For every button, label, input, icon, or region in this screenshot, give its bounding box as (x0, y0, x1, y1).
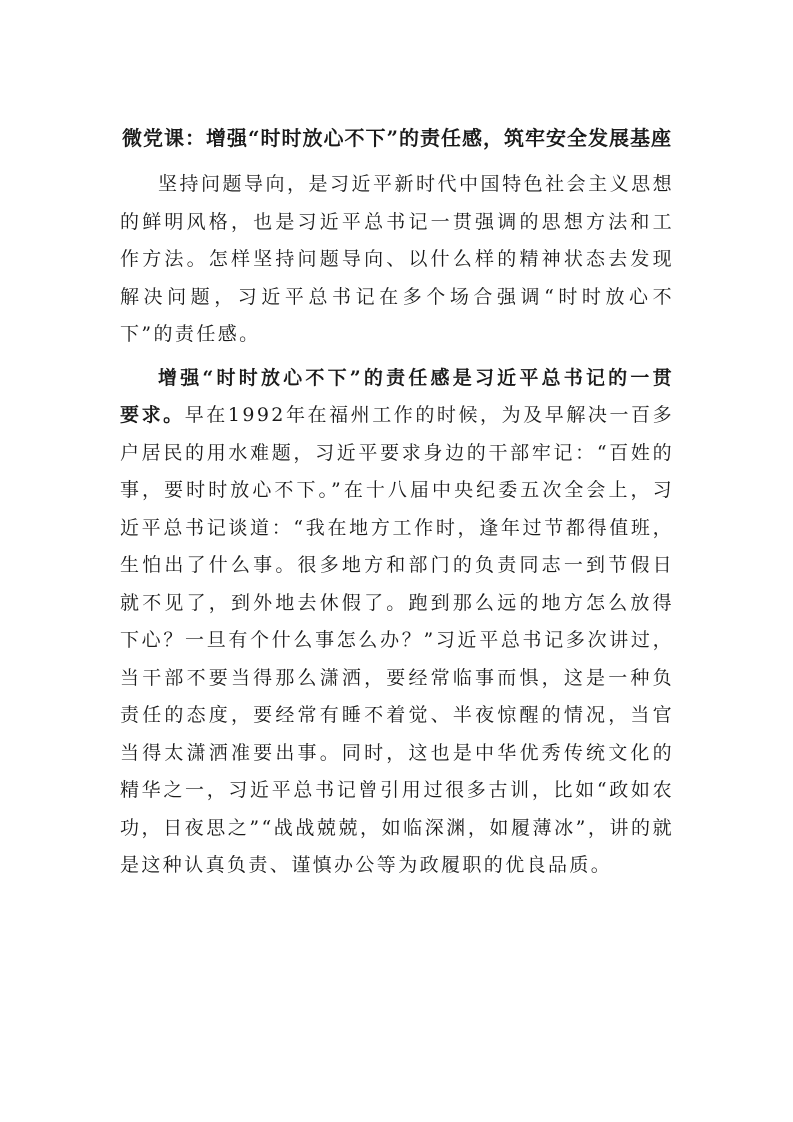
paragraph-2-text: 早在1992年在福州工作的时候，为及早解决一百多户居民的用水难题，习近平要求身边的干部牢记：“百姓的事，要时时放心不下。”在十八届中央纪委五次全会上，习近平总书记谈道：“我在地方工作时，逢年过节都得值班，生怕出了什么事。很多地方和部门的负责同志一到节假日就不见了，到外地去休假了。跑到那么远的地方怎么放得下心？一旦有个什么事怎么办？”习近平总书记多次讲过，当干部不要当得那么潇洒，要经常临事而惧，这是一种负责任的态度，要经常有睡不着觉、半夜惊醒的情况，当官当得太潇洒准要出事。同时，这也是中华优秀传统文化的精华之一，习近平总书记曾引用过很多古训，比如“政如农功，日夜思之”“战战兢兢，如临深渊，如履薄冰”，讲的就是这种认真负责、谨慎办公等为政履职的优良品质。 (120, 404, 674, 876)
document-body (120, 118, 674, 885)
paragraph-1 (120, 166, 674, 354)
paragraph-2 (120, 360, 674, 885)
paragraph-2-lead: 增强“时时放心不下”的责任感是习近平总书记的一贯要求。 (120, 366, 674, 426)
document-title: 微党课：增强“时时放心不下”的责任感，筑牢安全发展基座 (121, 126, 672, 150)
paragraph-1-text: 坚持问题导向，是习近平新时代中国特色社会主义思想的鲜明风格，也是习近平总书记一贯强调的思想方法和工作方法。怎样坚持问题导向、以什么样的精神状态去发现解决问题，习近平总书记在多个场合强调“时时放心不下”的责任感。 (120, 173, 674, 345)
